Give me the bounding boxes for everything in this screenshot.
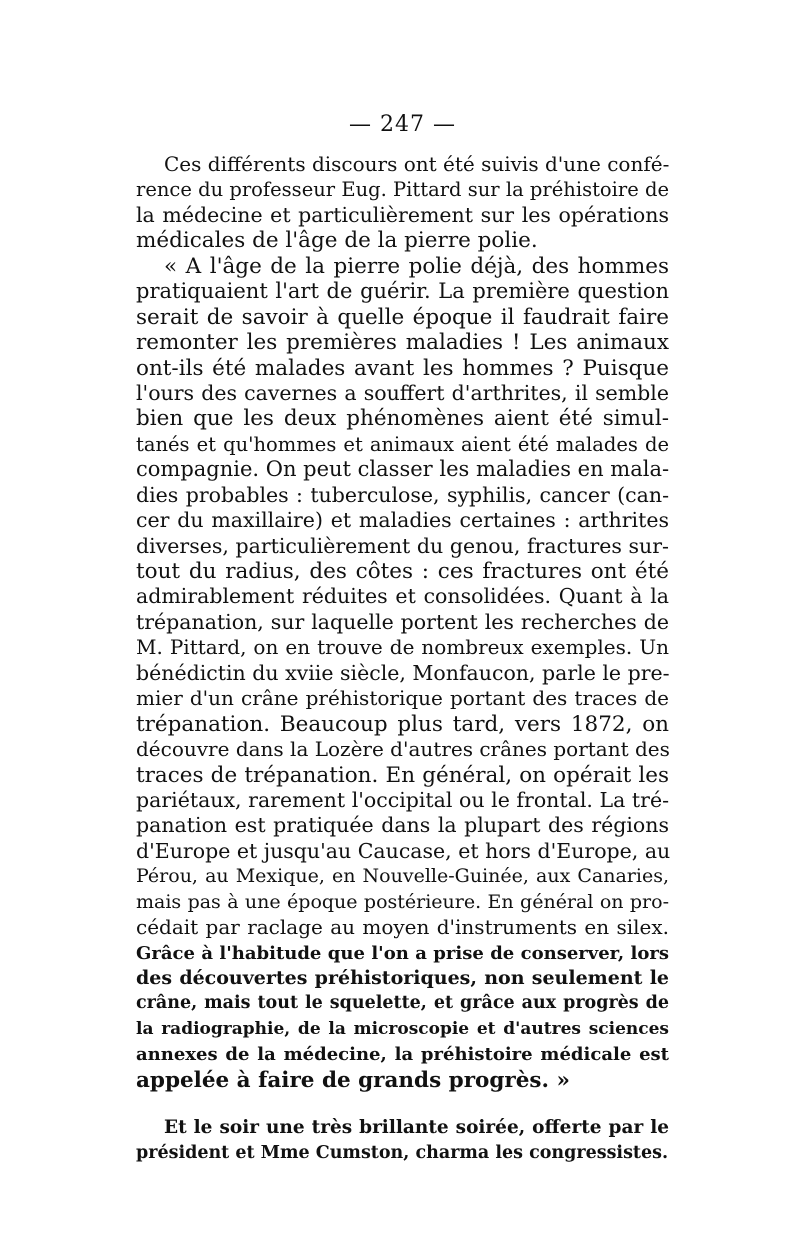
text-line: Pérou, au Mexique, en Nouvelle-Guinée, aux Canaries, <box>136 865 669 888</box>
text-line: cédait par raclage au moyen d'instruments en silex. <box>136 915 669 940</box>
text-line: panation est pratiquée dans la plupart des régions <box>136 813 669 838</box>
text-line: ont-ils été malades avant les hommes ? Puisque <box>136 355 669 381</box>
text-line: « A l'âge de la pierre polie déjà, des hommes <box>164 253 669 279</box>
text-line: compagnie. On peut classer les maladies en mala- <box>136 457 670 482</box>
page-number: — 247 — <box>349 112 456 137</box>
text-line: trépanation, sur laquelle portent les recherches de <box>136 609 669 634</box>
text-line: pariétaux, rarement l'occipital ou le frontal. La tré- <box>136 787 669 812</box>
text-line: dies probables : tuberculose, syphilis, cancer (can- <box>136 482 669 507</box>
text-line: président et Mme Cumston, charma les congressistes. <box>136 1142 669 1163</box>
text-line: trépanation. Beaucoup plus tard, vers 1872, on <box>136 711 669 737</box>
text-line: mais pas à une époque postérieure. En général on pro- <box>136 890 669 913</box>
text-line: la radiographie, de la microscopie et d'autres sciences <box>136 1018 669 1039</box>
text-line: Et le soir une très brillante soirée, offerte par le <box>164 1117 669 1139</box>
text-line: tout du radius, des côtes : ces fractures ont été <box>136 559 669 584</box>
text-line: cer du maxillaire) et maladies certaines : arthrites <box>136 508 669 533</box>
text-line: tanés et qu'hommes et animaux aient été malades de <box>136 432 669 456</box>
text-line: traces de trépanation. En général, on opérait les <box>136 762 669 788</box>
book-page <box>136 0 669 1257</box>
text-line: bien que les deux phénomènes aient été simul- <box>136 406 669 432</box>
text-line: annexes de la médecine, la préhistoire médicale est <box>136 1044 669 1066</box>
text-line: serait de savoir à quelle époque il faudrait faire <box>136 304 669 330</box>
text-line: crâne, mais tout le squelette, et grâce aux progrès de <box>136 993 669 1014</box>
text-line: rence du professeur Eug. Pittard sur la préhistoire de <box>136 178 669 202</box>
text-line: mier d'un crâne préhistorique portant des traces de <box>136 686 669 711</box>
text-line: Grâce à l'habitude que l'on a prise de conserver, lors <box>136 942 669 964</box>
paragraph-1 <box>136 152 669 254</box>
paragraph-3 <box>136 1115 669 1166</box>
text-line: remonter les premières maladies ! Les animaux <box>136 330 669 356</box>
text-line: d'Europe et jusqu'au Caucase, et hors d'Europe, au <box>136 838 671 863</box>
text-line: la médecine et particulièrement sur les opérations <box>136 202 669 227</box>
text-line: l'ours des cavernes a souffert d'arthrites, il semble <box>136 380 669 405</box>
paragraph-gap <box>136 1093 669 1115</box>
text-line: diverses, particulièrement du genou, fractures sur- <box>136 533 669 558</box>
text-line: M. Pittard, on en trouve de nombreux exemples. Un <box>136 635 669 660</box>
text-line: des découvertes préhistoriques, non seulement le <box>136 967 669 989</box>
paragraph-2 <box>136 254 669 1093</box>
text-line: admirablement réduites et consolidées. Quant à la <box>136 584 669 609</box>
text-line: pratiquaient l'art de guérir. La première question <box>136 279 669 304</box>
body-text <box>136 152 669 1166</box>
text-line: bénédictin du xviie siècle, Monfaucon, parle le pre- <box>136 660 670 685</box>
text-line: découvre dans la Lozère d'autres crânes portant des <box>136 737 670 762</box>
text-line: Ces différents discours ont été suivis d'une confé- <box>164 152 670 176</box>
text-line: appelée à faire de grands progrès. » <box>136 1067 570 1093</box>
text-line: médicales de l'âge de la pierre polie. <box>136 228 538 254</box>
